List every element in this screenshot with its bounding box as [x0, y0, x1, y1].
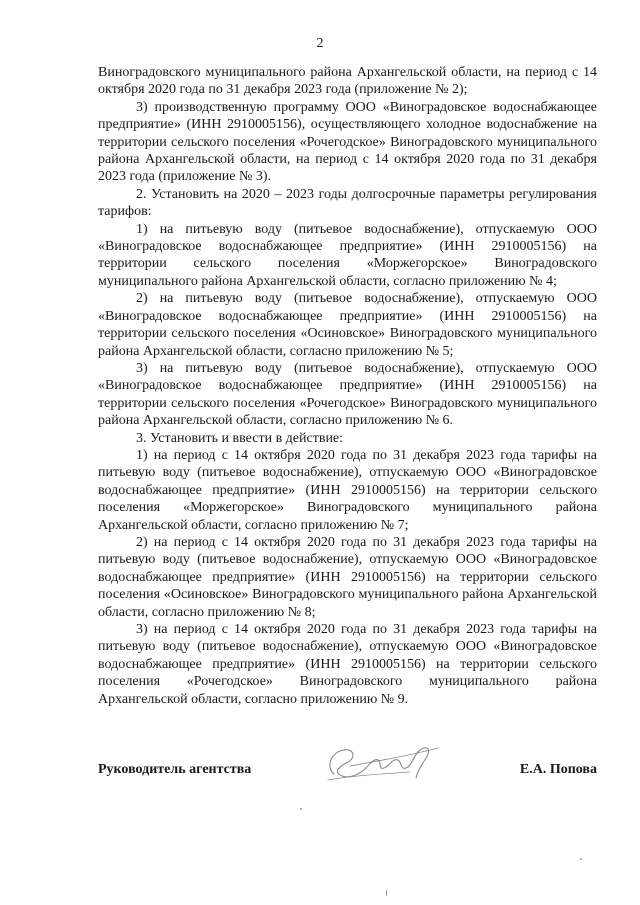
page-number: 2 [316, 36, 324, 51]
paragraph-item-3-2: 2) на период с 14 октября 2020 года по 31 декабря 2023 года тарифы на питьевую воду (питьевое водоснабжение), отпускаемую ООО «Виноградовское водоснабжающее предприятие» (ИНН 2910005156) на территории сельского поселения «Осиновское» Виноградовского муниципального района Архангельской области, согласно приложению № 8; [98, 534, 597, 620]
paragraph-item-3-1: 1) на период с 14 октября 2020 года по 31 декабря 2023 года тарифы на питьевую воду (питьевое водоснабжение), отпускаемую ООО «Виноградовское водоснабжающее предприятие» (ИНН 2910005156) на территории сельского поселения «Моржегорское» Виноградовского муниципального района Архангельской области, согласно приложению № 7; [98, 447, 597, 533]
scan-speck [386, 890, 387, 896]
paragraph-item-2-3: 3) на питьевую воду (питьевое водоснабжение), отпускаемую ООО «Виноградовское водоснабжающее предприятие» (ИНН 2910005156) на территории сельского поселения «Рочегодское» Виноградовского муниципального района Архангельской области, согласно приложению № 6. [98, 360, 597, 429]
paragraph-continuation: Виноградовского муниципального района Архангельской области, на период с 14 октября 2020 года по 31 декабря 2023 года (приложение № 2); [98, 65, 597, 98]
signatory-title: Руководитель агентства [98, 762, 252, 777]
document-body [98, 64, 597, 708]
scan-speck [580, 858, 582, 860]
paragraph-item-2-2: 2) на питьевую воду (питьевое водоснабжение), отпускаемую ООО «Виноградовское водоснабжающее предприятие» (ИНН 2910005156) на территории сельского поселения «Осиновское» Виноградовского муниципального района Архангельской области, согласно приложению № 5; [98, 291, 597, 359]
paragraph-item-2-1: 1) на питьевую воду (питьевое водоснабжение), отпускаемую ООО «Виноградовское водоснабжающее предприятие» (ИНН 2910005156) на территории сельского поселения «Моржегорское» Виноградовского муниципального района Архангельской области, согласно приложению № 4; [98, 221, 597, 289]
paragraph-item-3-3: 3) на период с 14 октября 2020 года по 31 декабря 2023 года тарифы на питьевую воду (питьевое водоснабжение), отпускаемую ООО «Виноградовское водоснабжающее предприятие» (ИНН 2910005156) на территории сельского поселения «Рочегодское» Виноградовского муниципального района Архангельской области, согласно приложению № 9. [98, 622, 597, 707]
signature-row [98, 762, 597, 782]
scan-speck [300, 808, 302, 810]
paragraph-section-2: 2. Установить на 2020 – 2023 годы долгосрочные параметры регулирования тарифов: [98, 186, 597, 220]
paragraph-section-3: 3. Установить и ввести в действие: [136, 430, 344, 446]
signatory-name: Е.А. Попова [519, 762, 597, 777]
paragraph-item-1-3: 3) производственную программу ООО «Виноградовское водоснабжающее предприятие» (ИНН 2910005156), осуществляющего холодное водоснабжение на территории сельского поселения «Рочегодское» Виноградовского муниципального района Архангельской области, на период с 14 октября 2020 года по 31 декабря 2023 года (приложение № 3). [98, 99, 597, 185]
